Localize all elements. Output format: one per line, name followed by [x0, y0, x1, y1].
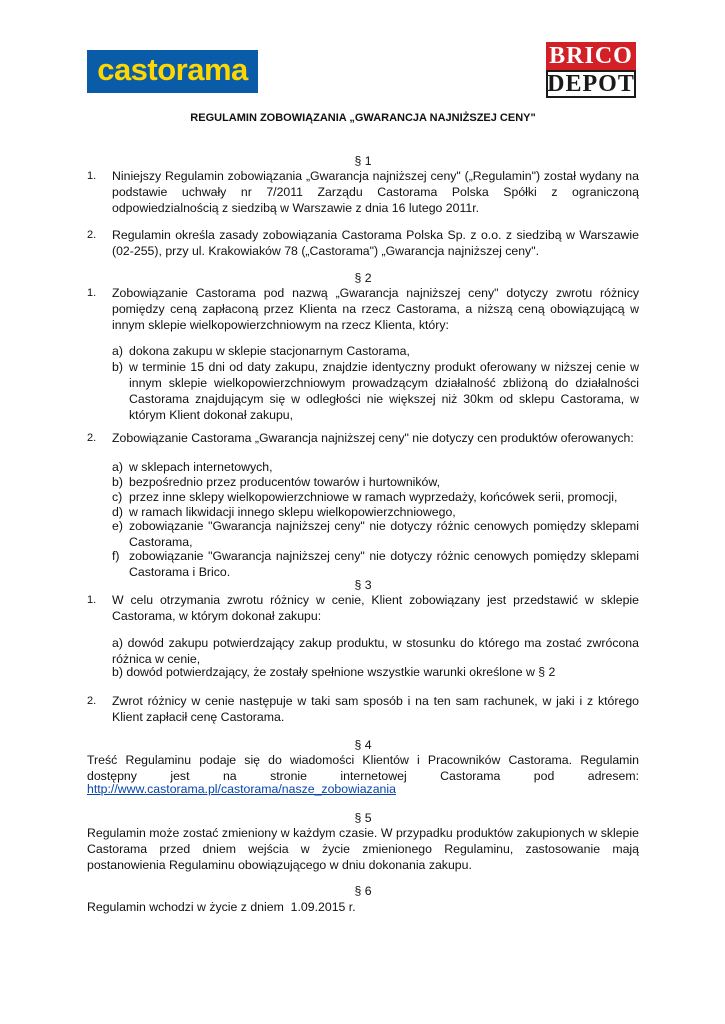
s5-text: Regulamin może zostać zmieniony w każdym czasie. W przypadku produktów zakupionych w sklepie Castorama przed dniem wejścia w życie zmienionego Regulaminu, zastosowanie mają postanowienia Regulaminu obowiązującego w dniu dokonania zakupu.	[87, 826, 639, 872]
s2-2-sub-e-text: zobowiązanie "Gwarancja najniższej ceny" nie dotyczy różnic cenowych pomiędzy sklepami Castorama,	[129, 519, 639, 549]
s2-sub-b-text: w terminie 15 dni od daty zakupu, znajdzie identyczny produkt oferowany w niższej cenie w innym sklepie wielkopowierzchniowym prowadzącym działalność zbliżoną do działalności Castorama znajdującym się w odległości nie większej niż 30km od sklepu Castorama, w którym Klient dokonał zakupu,	[129, 360, 639, 422]
s2-2-sub-f-text: zobowiązanie "Gwarancja najniższej ceny" nie dotyczy różnic cenowych pomiędzy sklepami Castorama i Brico.	[129, 549, 639, 579]
s1-item-2	[87, 227, 639, 259]
s2-2-sub-d-text: w ramach likwidacji innego sklepu wielkopowierzchniowego,	[129, 505, 456, 519]
section-2-mark: § 2	[354, 271, 372, 285]
s3-sub-b: b) dowód potwierdzający, że zostały spełnione wszystkie warunki określone w § 2	[112, 665, 556, 679]
s3-item-2-text: Zwrot różnicy w cenie następuje w taki sam sposób i na ten sam rachunek, w jaki i z którego Klient zapłacił cenę Castorama.	[112, 694, 639, 724]
s2-2-sub-d-label: d)	[112, 505, 123, 519]
s2-item-1-number: 1.	[87, 287, 97, 299]
s2-2-sub-c-label: c)	[112, 490, 123, 504]
s3-item-1-text: W celu otrzymania zwrotu różnicy w cenie, Klient zobowiązany jest przedstawić w sklepie Castorama, w którym dokonał zakupu:	[112, 593, 639, 623]
s2-2-sub-e-label: e)	[112, 519, 123, 533]
s1-item-1-number: 1.	[87, 170, 97, 182]
s6-text: Regulamin wchodzi w życie z dniem 1.09.2015 r.	[87, 900, 356, 914]
brico-logo-top: BRICO	[546, 42, 636, 70]
s1-item-1-text: Niniejszy Regulamin zobowiązania „Gwarancja najniższej ceny" („Regulamin") został wydany na podstawie uchwały nr 7/2011 Zarządu Castorama Polska Spółki z ograniczoną odpowiedzialnością z siedzibą w Warszawie z dnia 16 lutego 2011r.	[112, 169, 639, 215]
s2-sub-a-label: a)	[112, 344, 123, 358]
brico-logo-bottom: DEPOT	[547, 71, 635, 97]
s2-2-sub-c-text: przez inne sklepy wielkopowierzchniowe w ramach wyprzedaży, końcówek serii, promocji,	[129, 490, 618, 504]
s2-item-2-text: Zobowiązanie Castorama „Gwarancja najniższej ceny" nie dotyczy cen produktów oferowanych:	[112, 431, 634, 445]
document-title: REGULAMIN ZOBOWIĄZANIA „GWARANCJA NAJNIŻSZEJ CENY"	[190, 112, 536, 124]
s2-item-2-sub-b	[112, 474, 639, 490]
section-6-mark: § 6	[354, 884, 372, 898]
s2-2-sub-a-label: a)	[112, 460, 123, 474]
s2-sub-a-text: dokona zakupu w sklepie stacjonarnym Castorama,	[129, 344, 410, 358]
section-3-mark: § 3	[354, 578, 372, 592]
s3-sub-a: a) dowód zakupu potwierdzający zakup produktu, w stosunku do którego ma zostać zwrócona różnica w cenie,	[112, 636, 639, 666]
s2-item-1-sub-b	[112, 359, 639, 423]
section-4-mark: § 4	[354, 738, 372, 752]
section-5-mark: § 5	[354, 811, 372, 825]
s2-2-sub-b-label: b)	[112, 475, 123, 489]
castorama-logo	[87, 50, 258, 93]
s2-item-2-sub-c	[112, 489, 639, 505]
section-1-mark: § 1	[354, 154, 372, 168]
s2-2-sub-f-label: f)	[112, 549, 120, 563]
s3-item-1	[87, 592, 639, 624]
s2-item-1-text: Zobowiązanie Castorama pod nazwą „Gwarancja najniższej ceny" dotyczy zwrotu różnicy pomiędzy ceną zapłaconą przez Klienta na rzecz Castorama, a niższą ceną obowiązującą w innym sklepie wielkopowierzchniowym na rzecz Klienta, który:	[112, 286, 639, 332]
regulations-link[interactable]: http://www.castorama.pl/castorama/nasze_zobowiazania	[87, 782, 396, 796]
s4-text: Treść Regulaminu podaje się do wiadomości Klientów i Pracowników Castorama. Regulamin dostępny jest na stronie internetowej Castorama pod adresem:	[87, 753, 639, 783]
s2-item-1-sub-a	[112, 343, 639, 359]
s2-sub-b-label: b)	[112, 360, 123, 374]
s2-item-1	[87, 285, 639, 333]
castorama-logo-text: castorama	[97, 52, 248, 87]
s3-item-2-number: 2.	[87, 695, 97, 707]
s3-item-1-number: 1.	[87, 594, 97, 606]
s2-item-2-number: 2.	[87, 432, 97, 444]
s2-item-2-sub-a	[112, 459, 639, 475]
s1-item-2-number: 2.	[87, 229, 97, 241]
s4-url-line	[87, 781, 639, 797]
brico-depot-logo	[546, 42, 636, 98]
s2-2-sub-b-text: bezpośrednio przez producentów towarów i hurtowników,	[129, 475, 441, 489]
s2-item-2	[87, 430, 639, 446]
s1-item-1	[87, 168, 639, 216]
s2-item-2-sub-f	[112, 548, 639, 580]
s2-2-sub-a-text: w sklepach internetowych,	[129, 460, 273, 474]
s2-item-2-sub-e	[112, 518, 639, 550]
s1-item-2-text: Regulamin określa zasady zobowiązania Castorama Polska Sp. z o.o. z siedzibą w Warszawie (02-255), przy ul. Krakowiaków 78 („Castorama") „Gwarancja najniższej ceny".	[112, 228, 639, 258]
s3-item-2	[87, 693, 639, 725]
